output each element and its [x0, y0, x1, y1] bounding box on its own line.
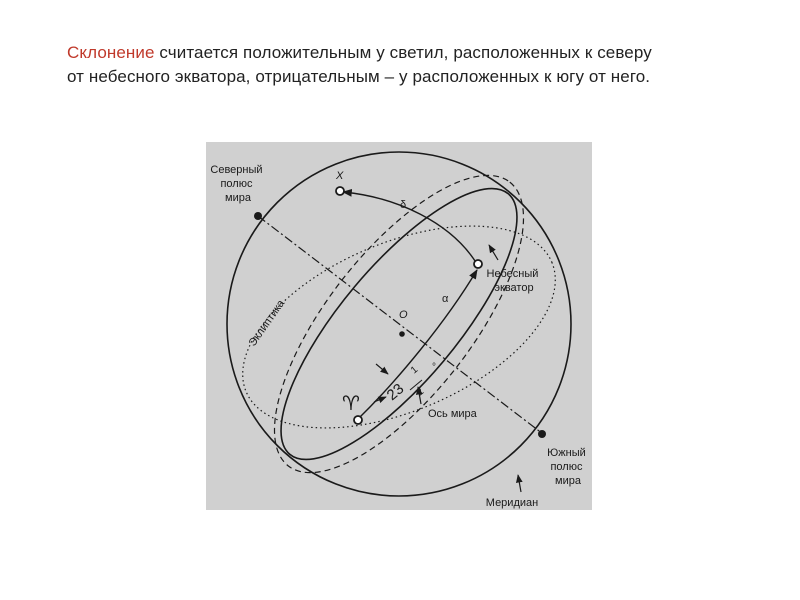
celestial-sphere-diagram	[206, 142, 592, 510]
vernal-equinox-symbol: ♈	[342, 393, 360, 415]
celestial-equator-label-line-1: Небесный	[486, 268, 539, 280]
meridian-label: Меридиан	[485, 497, 539, 509]
north-pole-label-line-3: мира	[225, 192, 251, 204]
north-pole-label-line-2: полюс	[220, 178, 253, 190]
axis-label: Ось мира	[428, 408, 477, 420]
world-axis	[258, 216, 543, 434]
south-pole-label-line-3: мира	[555, 475, 581, 487]
star-x-point	[336, 187, 344, 195]
north-pole-label	[210, 164, 265, 204]
caption-line-2: от небесного экватора, отрицательным – у расположенных к югу от него.	[67, 67, 651, 86]
vernal-equinox-point	[354, 416, 362, 424]
obliquity-pointer-top	[376, 364, 388, 374]
obliquity-numerator: 1	[408, 364, 421, 377]
center-label: O	[399, 309, 408, 321]
equator-point	[474, 260, 482, 268]
south-pole-label	[547, 447, 589, 487]
north-pole-point	[254, 212, 262, 220]
equator-label-pointer	[489, 245, 498, 260]
celestial-equator-front	[256, 171, 517, 467]
south-pole-label-line-1: Южный	[547, 447, 586, 459]
south-pole-point	[538, 430, 546, 438]
meridian-label-pointer	[518, 475, 521, 492]
north-pole-label-line-1: Северный	[210, 164, 263, 176]
south-pole-label-line-2: полюс	[550, 461, 583, 473]
star-x-label: X	[336, 170, 344, 182]
caption-text	[67, 41, 767, 89]
center-point	[399, 331, 405, 337]
declination-symbol: δ	[400, 199, 407, 211]
caption-line-1	[67, 41, 767, 65]
caption-line-1-rest: считается положительным у светил, расположенных к северу	[154, 43, 652, 62]
celestial-equator-label-line-2: экватор	[494, 282, 534, 294]
right-ascension-arc	[358, 270, 477, 419]
obliquity-degree: °	[432, 362, 436, 373]
ecliptic-label: Эклиптика	[246, 297, 288, 349]
obliquity-main: 23	[383, 380, 408, 405]
obliquity-pointer-bottom	[374, 397, 386, 402]
declination-arc	[343, 192, 477, 264]
obliquity-denominator: 2	[414, 386, 427, 399]
caption-term-declination: Склонение	[67, 43, 155, 62]
celestial-sphere-figure	[206, 142, 592, 510]
celestial-equator-label	[487, 268, 542, 294]
right-ascension-symbol: α	[442, 293, 449, 305]
